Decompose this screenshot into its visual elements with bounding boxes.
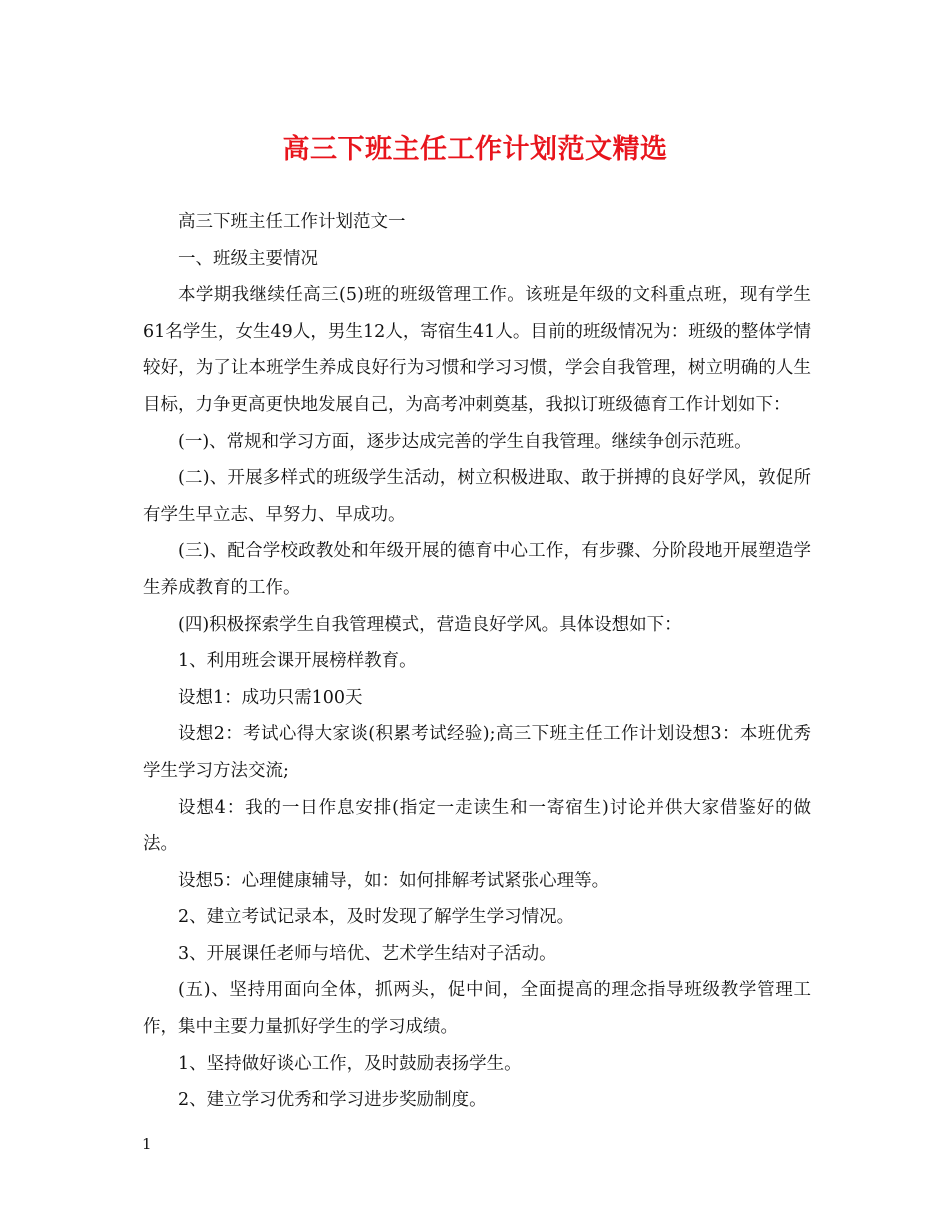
- paragraph: 设想2：考试心得大家谈(积累考试经验);高三下班主任工作计划设想3：本班优秀学生学习方法交流;: [143, 724, 811, 781]
- paragraph: 设想1：成功只需100天: [178, 687, 363, 708]
- paragraph: 本学期我继续任高三(5)班的班级管理工作。该班是年级的文科重点班，现有学生61名学生，女生49人，男生12人，寄宿生41人。目前的班级情况为：班级的整体学情较好，为了让本班学生养成良好行为习惯和学习习惯，学会自我管理，树立明确的人生目标，力争更高更快地发展自己，为高考冲刺奠基，我拟订班级德育工作计划如下：: [143, 285, 811, 415]
- paragraph: (一)、常规和学习方面，逐步达成完善的学生自我管理。继续争创示范班。: [178, 431, 752, 452]
- paragraph: (四)积极探索学生自我管理模式，营造良好学风。具体设想如下：: [178, 614, 682, 635]
- paragraph: 3、开展课任老师与培优、艺术学生结对子活动。: [178, 943, 557, 964]
- document-title: 高三下班主任工作计划范文精选: [282, 134, 668, 165]
- paragraph: 设想5：心理健康辅导，如：如何排解考试紧张心理等。: [178, 870, 610, 891]
- paragraph: (二)、开展多样式的班级学生活动，树立积极进取、敢于拼搏的良好学风，敦促所有学生早立志、早努力、早成功。: [143, 468, 811, 525]
- document-body: [143, 204, 811, 1119]
- paragraph-section-heading: 一、班级主要情况: [178, 248, 318, 269]
- paragraph: 2、建立考试记录本，及时发现了解学生学习情况。: [178, 907, 575, 928]
- page-number: 1: [142, 1135, 152, 1153]
- paragraph-subtitle: 高三下班主任工作计划范文一: [178, 212, 406, 232]
- paragraph: (三)、配合学校政教处和年级开展的德育中心工作，有步骤、分阶段地开展塑造学生养成教育的工作。: [143, 541, 811, 598]
- paragraph: 2、建立学习优秀和学习进步奖励制度。: [178, 1090, 487, 1111]
- paragraph: 1、坚持做好谈心工作，及时鼓励表扬学生。: [178, 1053, 522, 1074]
- paragraph: 设想4：我的一日作息安排(指定一走读生和一寄宿生)讨论并供大家借鉴好的做法。: [143, 797, 811, 855]
- paragraph: 1、利用班会课开展榜样教育。: [178, 651, 417, 672]
- paragraph: (五)、坚持用面向全体，抓两头，促中间，全面提高的理念指导班级教学管理工作，集中主要力量抓好学生的学习成绩。: [143, 980, 811, 1038]
